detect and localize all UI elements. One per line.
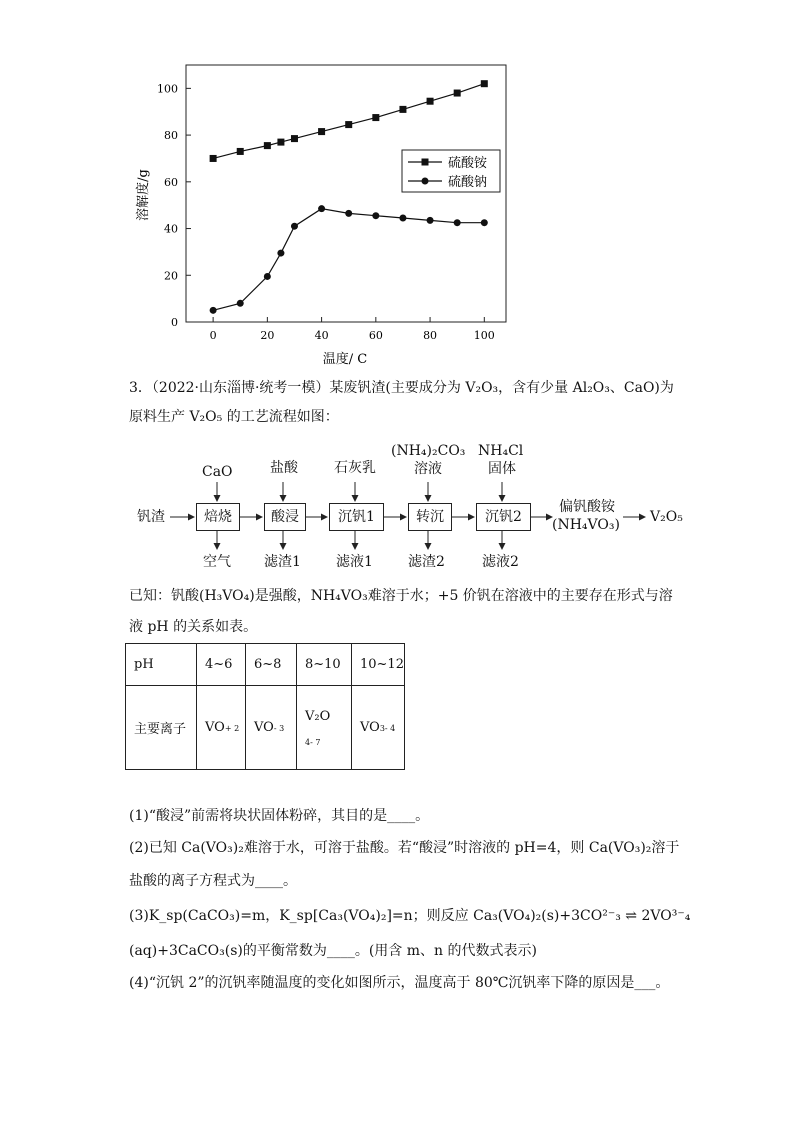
input-lime-milk: 石灰乳: [334, 460, 376, 476]
y-tick-label: 0: [171, 316, 178, 329]
input-ammonium-carbonate: (NH₄)₂CO₃: [391, 443, 466, 459]
output-residue2: 滤渣2: [408, 554, 445, 570]
final-product: V₂O₅: [650, 509, 683, 525]
y-tick-label: 40: [164, 222, 178, 236]
table-header-ph: pH: [126, 644, 197, 686]
table-header-range3: 8~10: [297, 644, 352, 686]
output-filtrate2: 滤液2: [482, 554, 519, 570]
flow-step-precip2: 沉钒2: [476, 503, 531, 531]
table-row-label: 主要离子: [126, 686, 197, 770]
x-tick-label: 100: [473, 329, 495, 342]
flow-step-precip1: 沉钒1: [329, 503, 384, 531]
input-ammonium-carbonate-state: 溶液: [414, 461, 442, 477]
table-ion-1: VO+ 2: [197, 686, 246, 770]
y-tick-label: 100: [157, 82, 178, 96]
y-tick-label: 80: [164, 129, 178, 143]
question-2-line2: 盐酸的离子方程式为____。: [129, 873, 297, 889]
input-hcl: 盐酸: [270, 460, 298, 476]
product-formula: (NH₄VO₃): [552, 517, 620, 533]
q3-line2: 原料生产 V₂O₅ 的工艺流程如图：: [129, 409, 339, 425]
legend-label: 硫酸钠: [448, 175, 488, 190]
x-tick-label: 0: [209, 329, 217, 342]
y-tick-label: 20: [164, 269, 178, 283]
output-residue1: 滤渣1: [264, 554, 301, 570]
question-2-line1: (2)已知 Ca(VO₃)₂难溶于水，可溶于盐酸。若“酸浸”时溶液的 pH=4，则 Ca(VO₃)₂溶于: [129, 840, 680, 856]
input-ammonium-chloride-state: 固体: [488, 461, 516, 477]
legend-label: 硫酸铵: [448, 156, 488, 171]
question-4: (4)“沉钒 2”的沉钒率随温度的变化如图所示，温度高于 80℃沉钒率下降的原因是___。: [129, 975, 670, 991]
table-ion-3: V₂O 4- 7: [297, 686, 352, 770]
table-header-range4: 10~12: [352, 644, 405, 686]
input-cao: CaO: [202, 464, 233, 480]
flow-step-transform: 转沉: [408, 503, 452, 531]
flow-step-roast: 焙烧: [196, 503, 240, 531]
ph-ion-table: [125, 643, 405, 770]
flow-step-acid-leach: 酸浸: [264, 503, 306, 531]
y-tick-label: 60: [164, 175, 178, 189]
question-3-line1: (3)K_sp(CaCO₃)=m，K_sp[Ca₃(VO₄)₂]=n；则反应 Ca₃(VO₄)₂(s)+3CO²⁻₃ ⇌ 2VO³⁻₄: [129, 908, 691, 924]
question-3-line2: (aq)+3CaCO₃(s)的平衡常数为____。(用含 m、n 的代数式表示): [129, 943, 537, 959]
x-tick-label: 60: [368, 329, 383, 342]
known-line1: 已知：钒酸(H₃VO₄)是强酸，NH₄VO₃难溶于水；+5 价钒在溶液中的主要存在形式与溶: [129, 588, 673, 604]
x-tick-label: 20: [260, 329, 275, 342]
table-ion-2: VO- 3: [246, 686, 297, 770]
product-name: 偏钒酸铵: [559, 499, 615, 515]
flow-start: 钒渣: [137, 509, 165, 525]
x-axis-label: 温度/ C: [322, 352, 368, 367]
known-line2: 液 pH 的关系如表。: [129, 619, 258, 635]
table-ion-4: VO3- 4: [352, 686, 405, 770]
table-header-range1: 4~6: [197, 644, 246, 686]
x-tick-label: 40: [314, 329, 329, 342]
x-tick-label: 80: [423, 329, 438, 342]
output-air: 空气: [203, 554, 231, 570]
input-ammonium-chloride: NH₄Cl: [478, 443, 524, 459]
y-axis-label: 溶解度/g: [136, 169, 151, 221]
question-1: (1)“酸浸”前需将块状固体粉碎，其目的是____。: [129, 808, 430, 824]
q3-line1: 3．（2022·山东淄博·统考一模）某废钒渣(主要成分为 V₂O₃，含有少量 Al₂O₃、CaO)为: [129, 380, 674, 396]
table-header-range2: 6~8: [246, 644, 297, 686]
output-filtrate1: 滤液1: [336, 554, 373, 570]
